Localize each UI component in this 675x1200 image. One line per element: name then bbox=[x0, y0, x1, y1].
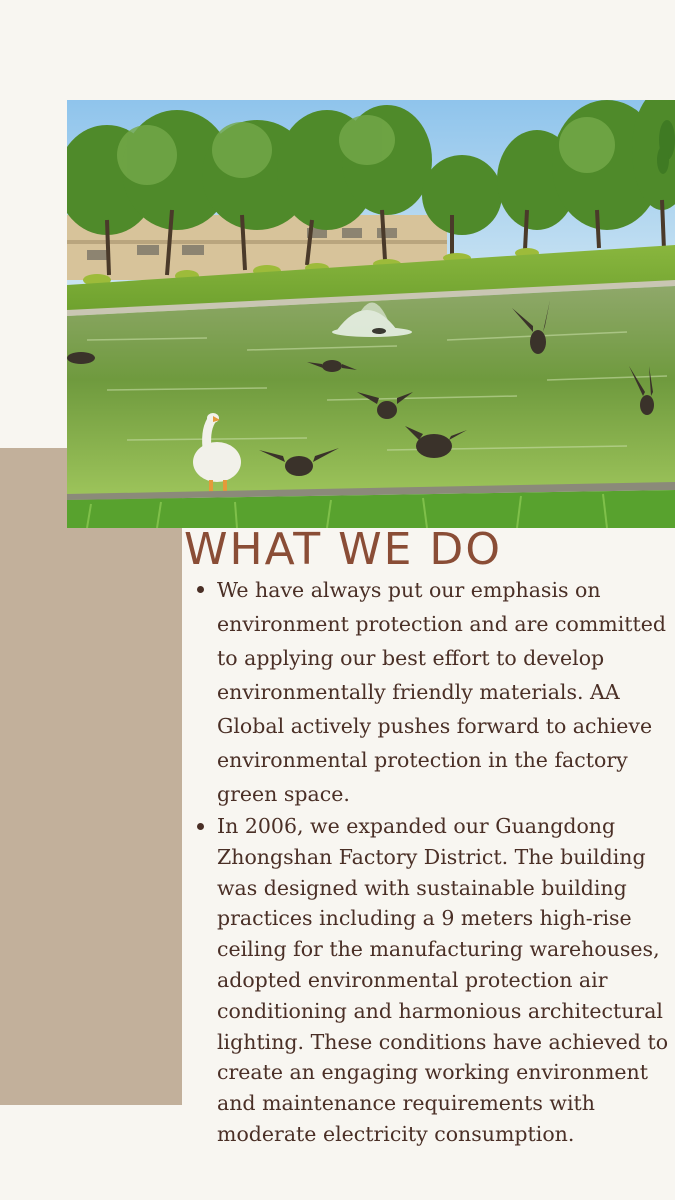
section-heading: WHAT WE DO bbox=[184, 524, 502, 575]
decorative-tan-block bbox=[0, 448, 182, 1105]
bullet-item-environment: We have always put our emphasis on environment protection and are committed to applying our best effort to develop environmentally friendly materials. AA Global actively pushes forward to achieve environmental protection in the factory green space. bbox=[217, 573, 669, 811]
bullet-list bbox=[217, 573, 669, 1150]
bullet-item-factory-expansion: In 2006, we expanded our Guangdong Zhongshan Factory District. The building was designed with sustainable building practices including a 9 meters high-rise ceiling for the manufacturing warehouses, adopted environmental protection air conditioning and harmonious architectural lighting. These conditions have achieved to create an engaging working environment and maintenance requirements with moderate electricity consumption. bbox=[217, 811, 669, 1150]
factory-green-space-photo bbox=[67, 100, 675, 528]
